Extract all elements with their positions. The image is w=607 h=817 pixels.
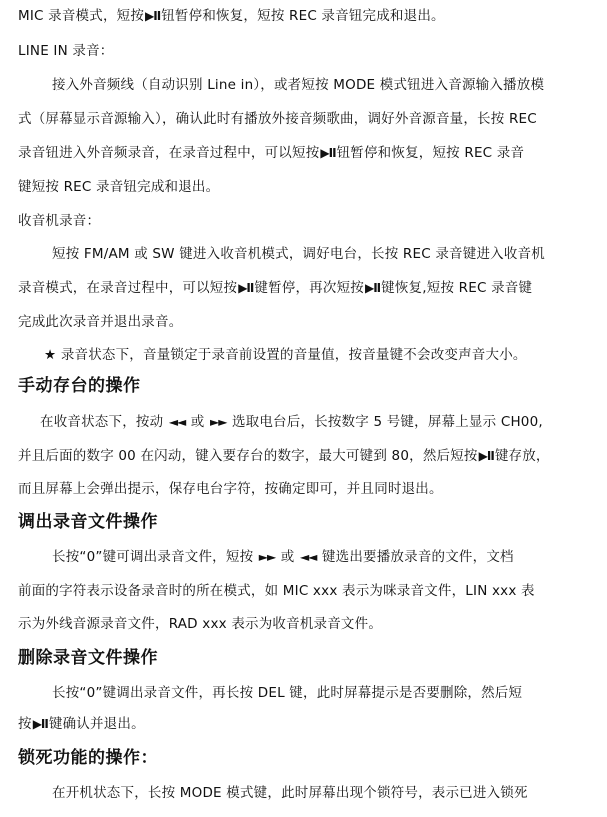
text-segment: 录音模式，在录音过程中，可以短按 <box>18 280 238 296</box>
line-in-line-1: 接入外音频线（自动识别 Line in），或者短按 MODE 模式钮进入音源输入播放模 <box>52 77 545 93</box>
mic-end-line <box>18 6 589 26</box>
text-segment: 键恢复,短按 REC 录音键 <box>381 280 533 296</box>
recall-line-1 <box>52 547 589 567</box>
play-pause-icon: ▶II <box>32 717 48 731</box>
play-pause-icon: ▶II <box>145 9 161 23</box>
lock-line-1: 在开机状态下，长按 MODE 模式键，此时屏幕出现个锁符号，表示已进入锁死 <box>52 785 528 801</box>
radio-note <box>44 345 589 365</box>
text-segment: 在收音状态下，按动 <box>40 414 164 430</box>
fast-forward-icon: ►► <box>258 550 276 564</box>
text-segment: MIC 录音模式，短按 <box>18 8 145 24</box>
text-segment: 录音状态下，音量锁定于录音前设置的音量值，按音量键不会改变声音大小。 <box>60 347 527 363</box>
section-heading-lock: 锁死功能的操作： <box>18 748 158 768</box>
text-segment: 长按“0”键可调出录音文件，短按 <box>52 549 254 565</box>
star-icon: ★ <box>44 347 57 363</box>
radio-line-3: 完成此次录音并退出录音。 <box>18 314 183 330</box>
play-pause-icon: ▶II <box>320 146 336 160</box>
text-segment: 钮暂停和恢复，短按 REC 录音钮完成和退出。 <box>161 8 445 24</box>
play-pause-icon: ▶II <box>364 281 381 295</box>
rewind-icon: ◄◄ <box>168 415 186 429</box>
delete-line-2 <box>18 714 589 734</box>
text-segment: 并且后面的数字 00 在闪动，键入要存台的数字，最大可键到 80，然后短按 <box>18 448 478 464</box>
delete-line-1: 长按“0”键调出录音文件，再长按 DEL 键，此时屏幕提示是否要删除，然后短 <box>52 685 523 701</box>
fast-forward-icon: ►► <box>209 415 227 429</box>
play-pause-icon: ▶II <box>238 281 254 295</box>
line-in-line-3 <box>18 143 589 163</box>
text-segment: 选取电台后，长按数字 5 号键，屏幕上显示 CH00, <box>231 414 543 430</box>
radio-title: 收音机录音： <box>18 213 101 229</box>
text-segment: 或 <box>190 414 205 430</box>
line-in-line-4: 键短按 REC 录音钮完成和退出。 <box>18 179 220 195</box>
radio-line-2 <box>18 278 589 298</box>
text-segment: 或 <box>280 549 295 565</box>
manual-store-line-2 <box>18 446 589 466</box>
manual-store-line-1 <box>40 412 589 432</box>
text-segment: 钮暂停和恢复，短按 REC 录音 <box>336 145 525 161</box>
rewind-icon: ◄◄ <box>299 550 317 564</box>
line-in-line-2: 式（屏幕显示音源输入），确认此时有播放外接音频歌曲，调好外音源音量，长按 REC <box>18 111 537 127</box>
text-segment: 按 <box>18 716 32 732</box>
play-pause-icon: ▶II <box>478 449 494 463</box>
recall-line-3: 示为外线音源录音文件，RAD xxx 表示为收音机录音文件。 <box>18 616 383 632</box>
text-segment: 键选出要播放录音的文件，文档 <box>321 549 514 565</box>
text-segment: 录音钮进入外音频录音，在录音过程中，可以短按 <box>18 145 320 161</box>
section-heading-recall-files: 调出录音文件操作 <box>18 512 158 532</box>
section-heading-delete-files: 删除录音文件操作 <box>18 648 158 668</box>
text-segment: 键存放， <box>494 448 550 464</box>
radio-line-1: 短按 FM/AM 或 SW 键进入收音机模式，调好电台，长按 REC 录音键进入收音机 <box>52 246 545 262</box>
text-segment: 键确认并退出。 <box>48 716 145 732</box>
recall-line-2: 前面的字符表示设备录音时的所在模式，如 MIC xxx 表示为咪录音文件，LIN xxx 表 <box>18 583 535 599</box>
text-segment: 键暂停，再次短按 <box>254 280 364 296</box>
line-in-title: LINE IN 录音： <box>18 43 114 59</box>
section-heading-manual-store: 手动存台的操作 <box>18 376 141 396</box>
manual-store-line-3: 而且屏幕上会弹出提示，保存电台字符，按确定即可，并且同时退出。 <box>18 481 443 497</box>
